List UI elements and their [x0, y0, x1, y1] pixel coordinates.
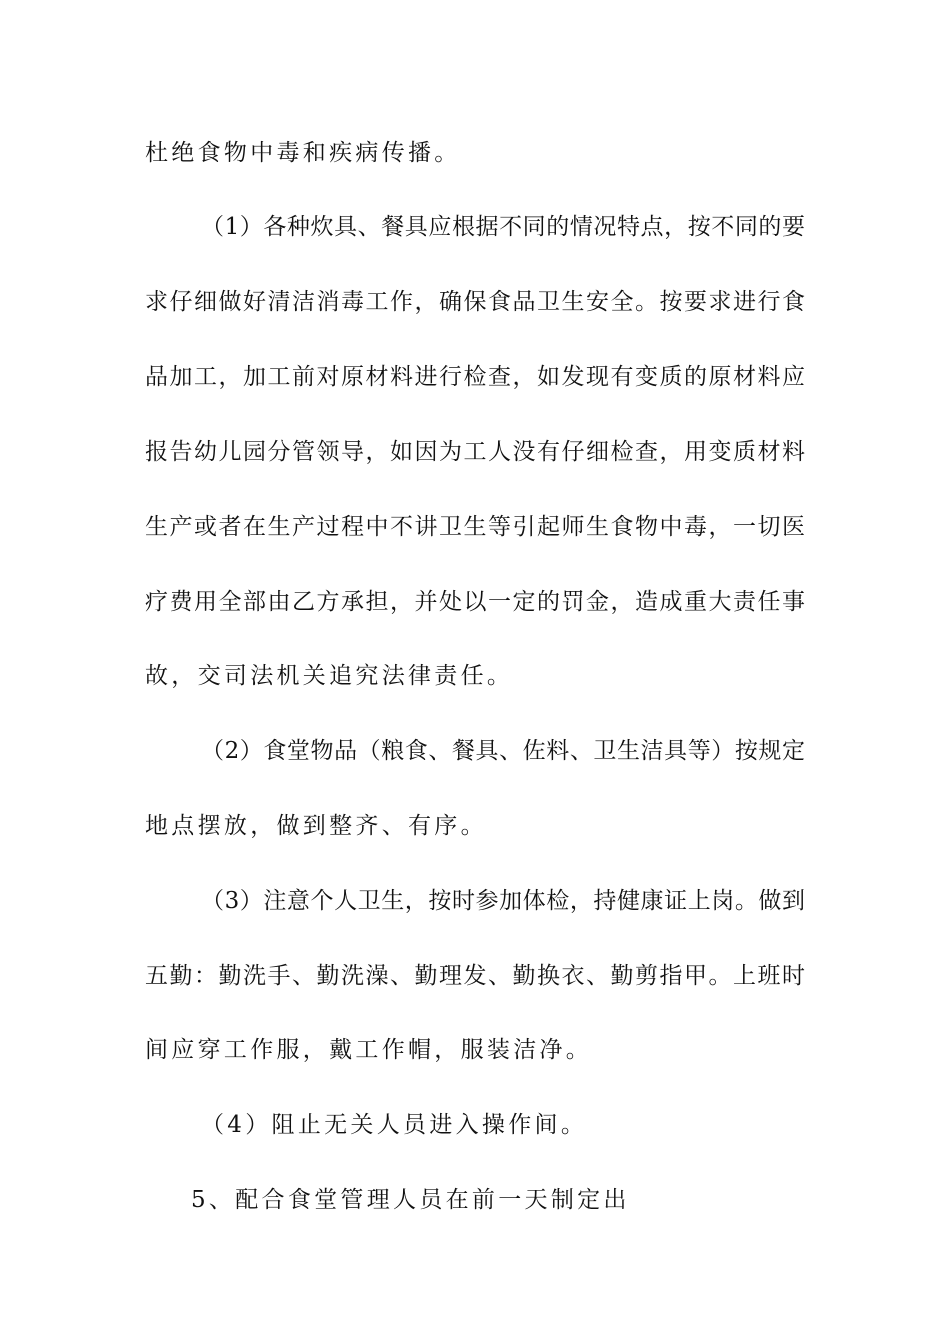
- text-line-1: 杜绝食物中毒和疾病传播。: [145, 140, 461, 166]
- text-line-11: （3）注意个人卫生，按时参加体检，持健康证上岗。做到: [201, 888, 805, 914]
- text-line-3: 求仔细做好清洁消毒工作，确保食品卫生安全。按要求进行食: [145, 289, 805, 315]
- text-line-15: 5、配合食堂管理人员在前一天制定出: [191, 1187, 630, 1213]
- text-line-5: 报告幼儿园分管领导，如因为工人没有仔细检查，用变质材料: [145, 439, 805, 465]
- text-line-12: 五勤：勤洗手、勤洗澡、勤理发、勤换衣、勤剪指甲。上班时: [145, 963, 805, 989]
- text-line-2: （1）各种炊具、餐具应根据不同的情况特点，按不同的要: [201, 214, 805, 240]
- text-line-9: （2）食堂物品（粮食、餐具、佐料、卫生洁具等）按规定: [201, 738, 805, 764]
- text-line-10: 地点摆放，做到整齐、有序。: [145, 813, 487, 839]
- text-line-13: 间应穿工作服，戴工作帽，服装洁净。: [145, 1037, 593, 1063]
- text-line-8: 故，交司法机关追究法律责任。: [145, 663, 514, 689]
- text-line-4: 品加工，加工前对原材料进行检查，如发现有变质的原材料应: [145, 364, 805, 390]
- text-line-6: 生产或者在生产过程中不讲卫生等引起师生食物中毒，一切医: [145, 514, 805, 540]
- text-line-14: （4）阻止无关人员进入操作间。: [201, 1112, 588, 1138]
- text-line-7: 疗费用全部由乙方承担，并处以一定的罚金，造成重大责任事: [145, 589, 805, 615]
